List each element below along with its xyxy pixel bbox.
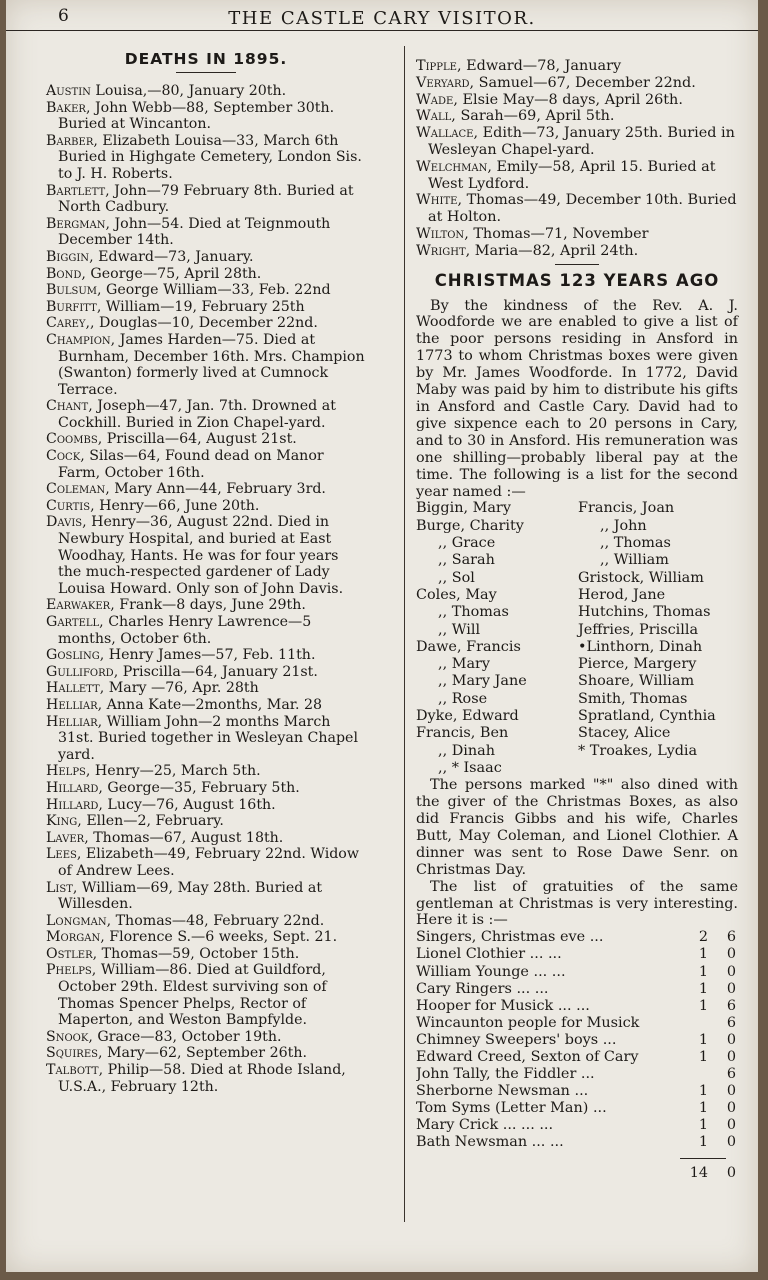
gratuity-shillings: 1	[698, 1083, 708, 1100]
gratuity-label: Bath Newsman ... ...	[416, 1134, 564, 1151]
entry-text: , Thomas—49, December 10th. Buried at Holton.	[428, 192, 737, 226]
death-entry	[46, 929, 366, 946]
gratuity-shillings: 1	[698, 1100, 708, 1117]
entry-text: , Lucy—76, August 16th.	[98, 796, 276, 813]
entry-surname: Wallace	[416, 125, 474, 142]
recipient-name: ,, Mary Jane	[438, 673, 527, 690]
entry-text: ,, Douglas—10, December 22nd.	[85, 315, 318, 332]
entry-text: , Frank—8 days, June 29th.	[110, 597, 306, 614]
death-entry	[46, 100, 366, 133]
death-entry	[46, 1045, 366, 1062]
death-entry	[416, 58, 738, 75]
recipient-name: Herod, Jane	[578, 586, 666, 603]
entry-surname: Davis	[46, 514, 83, 531]
entry-surname: Helliar	[46, 696, 98, 713]
death-entry	[46, 514, 366, 597]
entry-text: , George—75, April 28th.	[81, 265, 262, 282]
christmas-title: CHRISTMAS 123 YEARS AGO	[434, 270, 720, 290]
entry-text: , Elizabeth—49, February 22nd. Widow of Andrew Lees.	[58, 846, 359, 879]
entry-text: , Elsie May—8 days, April 26th.	[453, 91, 683, 108]
gratuity-shillings: 1	[698, 980, 708, 997]
names-right-column	[578, 500, 738, 777]
gratuity-row	[416, 1032, 738, 1049]
gratuity-row	[416, 1066, 738, 1083]
entry-text: , Silas—64, Found dead on Manor Farm, October 16th.	[58, 448, 324, 481]
entry-text: , Philip—58. Died at Rhode Island, U.S.A., February 12th.	[58, 1062, 346, 1095]
entry-text: , Sarah—69, April 5th.	[451, 108, 615, 125]
entry-surname: Veryard	[416, 74, 470, 91]
right-column	[416, 58, 738, 1182]
recipient-name: Spratland, Cynthia	[578, 708, 716, 724]
death-entry	[46, 714, 366, 764]
death-entry	[46, 183, 366, 216]
entry-text: , John Webb—88, September 30th. Buried at Wincanton.	[58, 99, 335, 133]
entry-surname: White	[416, 192, 458, 209]
entry-surname: Coleman	[46, 481, 106, 498]
gratuity-label: Wincaunton people for Musick	[416, 1014, 640, 1031]
entry-text: , William—19, February 25th	[96, 298, 305, 315]
gratuity-pence: 0	[726, 1100, 736, 1117]
gratuity-shillings: 1	[698, 1117, 708, 1134]
gratuities-table	[416, 929, 738, 1151]
entry-text: , Grace—83, October 19th.	[88, 1028, 282, 1045]
gratuity-row	[416, 964, 738, 981]
gratuity-label: William Younge ... ...	[416, 963, 566, 980]
death-entry	[46, 780, 366, 797]
death-entry	[416, 159, 738, 193]
gratuity-pence: 6	[726, 1014, 736, 1031]
death-entry	[46, 664, 366, 681]
recipient-name: •Linthorn, Dinah	[578, 638, 703, 655]
gratuity-pence: 6	[726, 1066, 736, 1083]
entry-surname: Tipple	[416, 58, 457, 74]
death-entry	[416, 92, 738, 109]
entry-surname: Coombs	[46, 431, 98, 448]
entry-text: , Elizabeth Louisa—33, March 6th Buried in Highgate Cemetery, London Sis. to J. H. Roberts.	[58, 132, 362, 182]
entry-text: , Thomas—59, October 15th.	[92, 945, 300, 962]
entry-text: , George William—33, Feb. 22nd	[97, 282, 331, 299]
entry-text: , John—79 February 8th. Buried at North Cadbury.	[58, 182, 354, 216]
entry-text: , Joseph—47, Jan. 7th. Drowned at Cockhill. Buried in Zion Chapel-yard.	[58, 398, 336, 431]
recipient-name: ,, William	[600, 552, 669, 569]
entry-surname: Squires	[46, 1045, 98, 1062]
gratuity-label: Mary Crick ... ... ...	[416, 1117, 554, 1134]
gratuity-pence: 0	[726, 1134, 736, 1151]
entry-surname: Gosling	[46, 647, 100, 664]
death-entry	[46, 315, 366, 332]
gratuity-pence: 0	[726, 980, 736, 997]
entry-text: , Henry—36, August 22nd. Died in Newbury Hospital, and buried at East Woodhay, Hants. He was for four years the much-respected gardener of Lady Louisa Howard. Only son of John Davis.	[58, 514, 344, 597]
gratuity-pence: 6	[726, 997, 736, 1014]
entry-surname: Gulliford	[46, 663, 114, 680]
entry-text: , Florence S.—6 weeks, Sept. 21.	[100, 929, 338, 946]
gratuity-pence: 0	[726, 1083, 736, 1100]
entry-text: , William John—2 months March 31st. Buried together in Wesleyan Chapel yard.	[58, 713, 358, 763]
entry-surname: Ostler	[46, 945, 93, 962]
entry-surname: Burfitt	[46, 298, 97, 315]
gratuity-pence: 0	[726, 963, 736, 980]
entry-text: , Mary—62, September 26th.	[97, 1045, 307, 1062]
recipient-name: ,, Dinah	[438, 742, 495, 759]
entry-surname: Hillard	[46, 796, 99, 813]
gratuities-total	[416, 1165, 738, 1182]
gratuity-row	[416, 998, 738, 1015]
recipient-name: Stacey, Alice	[578, 725, 671, 742]
entry-text: , William—86. Died at Guildford, October 29th. Eldest surviving son of Thomas Spencer Phelps, Rector of Maperton, and Weston Bampfylde.	[58, 962, 327, 1029]
page-header	[6, 6, 758, 31]
entry-surname: Lees	[46, 846, 77, 863]
gratuity-pence: 0	[726, 1049, 736, 1065]
death-entry	[46, 697, 366, 714]
entry-surname: Laver	[46, 829, 85, 846]
publication-title: THE CASTLE CARY VISITOR.	[228, 8, 536, 29]
entry-surname: Talbott	[46, 1062, 99, 1079]
gratuities-intro: The list of gratuities of the same gentleman at Christmas is very interesting. Here it is :—	[416, 878, 738, 929]
gratuity-pence: 0	[726, 1117, 736, 1134]
entry-text: , Priscilla—64, August 21st.	[97, 431, 297, 448]
death-entry	[46, 431, 366, 448]
recipient-name: Burge, Charity	[416, 517, 524, 534]
entry-text: , Anna Kate—2months, Mar. 28	[97, 696, 323, 713]
section-rule	[555, 264, 599, 265]
death-entry	[46, 83, 366, 100]
gratuity-label: Edward Creed, Sexton of Cary	[416, 1049, 639, 1065]
entry-text: , Henry James—57, Feb. 11th.	[99, 647, 316, 664]
entry-surname: Bond	[46, 265, 82, 282]
recipient-name: ,, Thomas	[438, 604, 509, 621]
recipient-name: ,, Sarah	[438, 552, 495, 569]
recipient-name: ,, John	[600, 517, 647, 534]
gratuity-shillings: 1	[698, 946, 708, 963]
entry-surname: Barber	[46, 132, 94, 149]
death-entry	[46, 282, 366, 299]
left-column	[46, 50, 366, 1095]
entry-text: , Edward—73, January.	[89, 248, 254, 265]
recipient-name: ,, Mary	[438, 656, 491, 673]
entry-surname: Wade	[416, 91, 454, 108]
entry-surname: List	[46, 879, 73, 896]
recipient-name: Shoare, William	[578, 673, 695, 690]
recipient-name: ,, Grace	[438, 535, 496, 552]
recipient-name: Francis, Ben	[416, 725, 509, 742]
entry-surname: Snook	[46, 1028, 89, 1045]
entry-surname: Austin	[46, 83, 91, 99]
death-entry	[46, 249, 366, 266]
recipient-name: Pierce, Margery	[578, 656, 697, 673]
death-entry	[46, 1062, 366, 1095]
gratuity-shillings	[680, 1015, 708, 1032]
recipient-name: * Troakes, Lydia	[578, 742, 698, 759]
entry-surname: Cock	[46, 448, 81, 465]
gratuity-shillings: 1	[698, 1031, 708, 1048]
gratuity-shillings: 1	[698, 963, 708, 980]
gratuity-pence: 6	[726, 929, 736, 946]
gratuity-row	[416, 1134, 738, 1151]
gratuity-shillings: 1	[698, 1049, 708, 1065]
entry-text: , Thomas—48, February 22nd.	[106, 912, 325, 929]
gratuity-label: Cary Ringers ... ...	[416, 980, 549, 997]
entry-surname: Bulsum	[46, 282, 98, 299]
deaths-title: DEATHS IN 1895.	[124, 50, 288, 68]
entry-text: , Edward—78, January	[456, 58, 622, 74]
entry-text: , Thomas—67, August 18th.	[84, 829, 284, 846]
recipient-name: ,, Thomas	[600, 535, 671, 552]
entry-text: , Mary —76, Apr. 28th	[99, 680, 259, 697]
total-pence: 0	[726, 1164, 736, 1181]
death-entry	[46, 498, 366, 515]
entry-surname: Champion	[46, 331, 111, 348]
entry-text: , Priscilla—64, January 21st.	[113, 663, 318, 680]
entry-text: , Edith—73, January 25th. Buried in Wesleyan Chapel-yard.	[428, 125, 735, 158]
death-entry	[46, 797, 366, 814]
entry-surname: Wall	[416, 108, 452, 125]
death-entry	[46, 266, 366, 283]
entry-surname: Wilton	[416, 225, 465, 242]
death-entry	[46, 946, 366, 963]
death-entry	[46, 332, 366, 398]
recipient-name: Dawe, Francis	[416, 638, 521, 655]
entry-surname: Bartlett	[46, 182, 106, 199]
recipient-name: Smith, Thomas	[578, 690, 688, 707]
entry-surname: Helliar	[46, 713, 98, 730]
entry-surname: Welchman	[416, 158, 488, 175]
entry-surname: Longman	[46, 912, 107, 929]
recipient-name: ,, Sol	[438, 569, 475, 586]
death-entry	[46, 1029, 366, 1046]
recipient-names	[416, 500, 738, 777]
entry-text: Louisa,—80, January 20th.	[90, 83, 287, 99]
entry-text: , Charles Henry Lawrence—5 months, October 6th.	[58, 614, 312, 647]
death-entry	[46, 830, 366, 847]
death-entry	[416, 75, 738, 92]
names-left-column	[416, 500, 576, 777]
recipient-name: ,, Will	[438, 621, 481, 638]
death-entry	[46, 846, 366, 879]
entry-text: , Ellen—2, February.	[77, 813, 224, 830]
death-entry	[46, 133, 366, 183]
total-rule	[680, 1158, 726, 1159]
death-entry	[46, 880, 366, 913]
death-entry	[416, 125, 738, 159]
death-entry	[46, 481, 366, 498]
recipient-name: Biggin, Mary	[416, 500, 511, 517]
death-entry	[46, 647, 366, 664]
death-entry	[46, 448, 366, 481]
death-entry	[416, 226, 738, 243]
death-entry	[46, 398, 366, 431]
gratuity-pence: 0	[726, 946, 736, 963]
entry-text: , Mary Ann—44, February 3rd.	[105, 481, 326, 498]
entry-surname: Bergman	[46, 215, 106, 232]
gratuity-row	[416, 929, 738, 946]
gratuity-row	[416, 946, 738, 963]
gratuity-pence: 0	[726, 1031, 736, 1048]
death-entry	[46, 962, 366, 1028]
gratuity-shillings: 1	[698, 997, 708, 1014]
death-entry	[46, 614, 366, 647]
entry-surname: Hillard	[46, 779, 99, 796]
christmas-note: The persons marked "*" also dined with the giver of the Christmas Boxes, as also did Francis Gibbs and his wife, Charles Butt, May Coleman, and Lionel Clothier. A dinner was sent to Rose Dawe Senr. on Christmas Day.	[416, 777, 738, 878]
deaths-list	[46, 83, 366, 1095]
entry-surname: Curtis	[46, 497, 91, 514]
death-entry	[46, 299, 366, 316]
entry-text: , Henry—66, June 20th.	[90, 497, 260, 514]
gratuity-label: Hooper for Musick ... ...	[416, 997, 590, 1014]
entry-surname: Morgan	[46, 929, 101, 946]
entry-surname: Chant	[46, 398, 89, 415]
gratuity-row	[416, 1049, 738, 1066]
column-divider	[404, 46, 405, 1222]
title-rule	[176, 72, 236, 73]
entry-surname: Helps	[46, 763, 86, 780]
death-entry	[416, 108, 738, 125]
recipient-name: Coles, May	[416, 586, 497, 603]
recipient-name: Hutchins, Thomas	[578, 604, 711, 621]
entry-surname: Gartell	[46, 614, 100, 630]
death-entry	[46, 680, 366, 697]
entry-surname: Phelps	[46, 962, 92, 979]
death-entry	[46, 913, 366, 930]
entry-text: , Emily—58, April 15. Buried at West Lydford.	[428, 158, 716, 192]
entry-text: , Henry—25, March 5th.	[85, 763, 261, 780]
recipient-name: Dyke, Edward	[416, 708, 519, 724]
entry-surname: Wright	[416, 242, 466, 259]
deaths-list-continued	[416, 58, 738, 260]
christmas-intro: By the kindness of the Rev. A. J. Woodforde we are enabled to give a list of the poor persons residing in Ansford in 1773 to whom Christmas boxes were given by Mr. James Woodforde. In 1772, David Maby was paid by him to distribute his gifts in Ansford and Castle Cary. David had to give sixpence each to 20 persons in Cary, and to 30 in Ansford. His remuneration was one shilling—probably liberal pay at the time. The following is a list for the second year named :—	[416, 297, 738, 500]
gratuity-shillings: 2	[698, 929, 708, 946]
entry-text: , John—54. Died at Teignmouth December 14th.	[58, 215, 331, 249]
recipient-name: ,, Rose	[438, 690, 488, 707]
entry-surname: Hallett	[46, 680, 100, 697]
gratuity-label: John Tally, the Fiddler ...	[416, 1066, 595, 1083]
entry-text: , William—69, May 28th. Buried at Willesden.	[58, 879, 323, 913]
page-number: 6	[58, 6, 69, 26]
entry-surname: Earwaker	[46, 597, 111, 614]
entry-text: , Thomas—71, November	[464, 225, 649, 242]
death-entry	[46, 597, 366, 614]
gratuity-row	[416, 1100, 738, 1117]
entry-text: , Samuel—67, December 22nd.	[469, 74, 696, 91]
gratuity-label: Tom Syms (Letter Man) ...	[416, 1100, 607, 1117]
recipient-name: Francis, Joan	[578, 500, 675, 517]
gratuity-shillings: 1	[698, 1134, 708, 1151]
gratuity-row	[416, 1015, 738, 1032]
death-entry	[416, 192, 738, 226]
page	[6, 0, 758, 1272]
gratuity-row	[416, 1117, 738, 1134]
gratuity-label: Chimney Sweepers' boys ...	[416, 1031, 617, 1048]
entry-surname: Biggin	[46, 248, 90, 265]
gratuity-row	[416, 981, 738, 998]
gratuity-row	[416, 1083, 738, 1100]
entry-text: , George—35, February 5th.	[98, 779, 300, 796]
recipient-name: ,, * Isaac	[438, 759, 502, 776]
gratuity-label: Lionel Clothier ... ...	[416, 946, 562, 963]
gratuity-shillings	[680, 1066, 708, 1083]
entry-surname: Carey	[46, 315, 86, 332]
entry-surname: Baker	[46, 99, 86, 116]
entry-text: , Maria—82, April 24th.	[465, 242, 639, 259]
gratuity-label: Singers, Christmas eve ...	[416, 929, 604, 946]
death-entry	[46, 763, 366, 780]
entry-text: , James Harden—75. Died at Burnham, December 16th. Mrs. Champion (Swanton) formerly lived at Cumnock Terrace.	[58, 331, 365, 398]
death-entry	[46, 216, 366, 249]
gratuity-label: Sherborne Newsman ...	[416, 1083, 589, 1100]
entry-surname: King	[46, 813, 78, 830]
death-entry	[416, 243, 738, 260]
death-entry	[46, 813, 366, 830]
recipient-name: Jeffries, Priscilla	[578, 621, 699, 638]
total-shillings: 14	[689, 1164, 708, 1181]
recipient-name: Gristock, William	[578, 569, 704, 586]
